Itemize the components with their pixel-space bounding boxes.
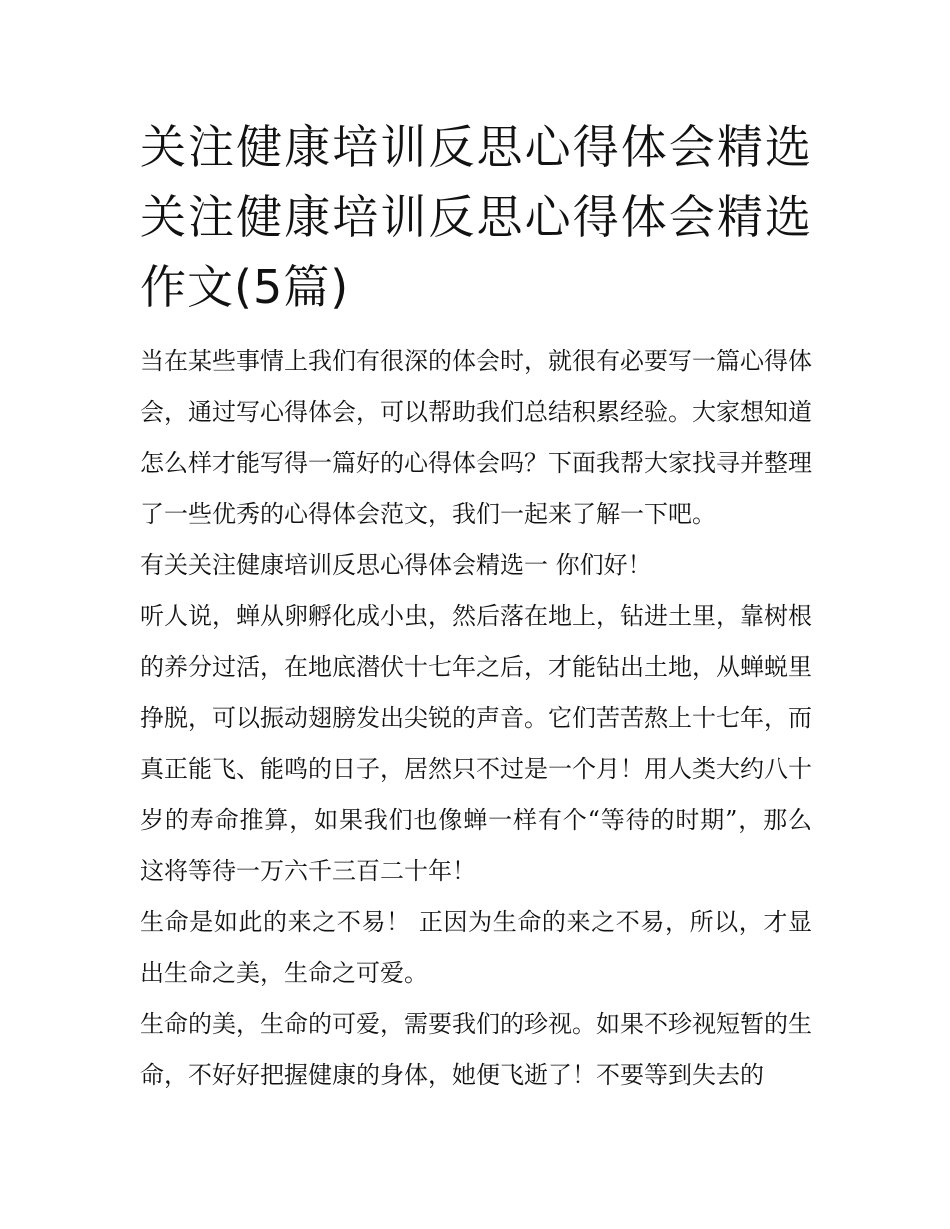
document-body — [140, 336, 812, 1101]
document-page — [140, 112, 812, 1101]
document-title: 关注健康培训反思心得体会精选 关注健康培训反思心得体会精选作文(5篇) — [140, 120, 812, 314]
cherish-life-paragraph: 生命的美，生命的可爱，需要我们的珍视。如果不珍视短暂的生命，不好好把握健康的身体，她便飞逝了！不要等到失去的 — [140, 1010, 812, 1089]
intro-paragraph: 当在某些事情上我们有很深的体会时，就很有必要写一篇心得体会，通过写心得体会，可以帮助我们总结积累经验。大家想知道怎么样才能写得一篇好的心得体会吗？下面我帮大家找寻并整理了一些优秀的心得体会范文，我们一起来了解一下吧。 — [140, 347, 812, 528]
life-precious-paragraph: 生命是如此的来之不易！ 正因为生命的来之不易，所以，才显出生命之美，生命之可爱。 — [140, 908, 812, 987]
cicada-paragraph: 听人说，蝉从卵孵化成小虫，然后落在地上，钻进土里，靠树根的养分过活，在地底潜伏十七年之后，才能钻出土地，从蝉蜕里挣脱，可以振动翅膀发出尖锐的声音。它们苦苦熬上十七年，而真正能飞、能鸣的日子，居然只不过是一个月！用人类大约八十岁的寿命推算，如果我们也像蝉一样有个“等待的时期”，那么这将等待一万六千三百二十年！ — [140, 602, 812, 885]
section-heading-line: 有关关注健康培训反思心得体会精选一 你们好！ — [140, 551, 652, 579]
